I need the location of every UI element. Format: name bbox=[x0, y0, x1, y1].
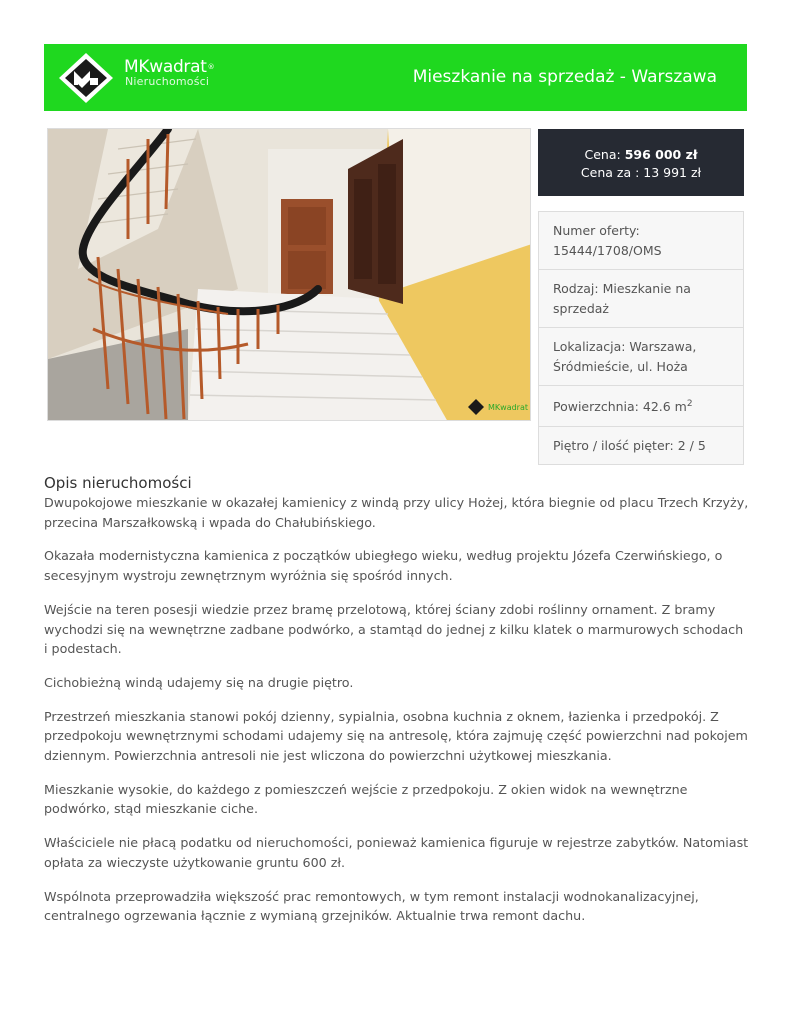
property-details-list bbox=[538, 211, 744, 465]
photo-watermark: MKwadrat bbox=[488, 403, 528, 412]
price-box bbox=[538, 129, 744, 196]
description-paragraph: Dwupokojowe mieszkanie w okazałej kamienicy z windą przy ulicy Hożej, która biegnie od placu Trzech Krzyży, przecina Marszałkowską i wpada do Chałubińskiego. bbox=[44, 495, 749, 530]
description-body bbox=[44, 493, 749, 940]
header-banner bbox=[44, 44, 747, 111]
property-photo[interactable] bbox=[47, 128, 531, 421]
detail-offer-number: Numer oferty: 15444/1708/OMS bbox=[539, 212, 743, 269]
detail-location: Lokalizacja: Warszawa, Śródmieście, ul. Hoża bbox=[539, 327, 743, 385]
price-label: Cena: bbox=[584, 147, 621, 162]
logo-text bbox=[124, 58, 214, 88]
detail-type: Rodzaj: Mieszkanie na sprzedaż bbox=[539, 269, 743, 327]
mkwadrat-logo-icon[interactable] bbox=[58, 52, 114, 104]
price-per-m2: Cena za : 13 991 zł bbox=[580, 165, 702, 180]
description-paragraph: Właściciele nie płacą podatku od nieruchomości, ponieważ kamienica figuruje w rejestrze zabytków. Natomiast opłata za wieczyste użytkowanie gruntu 600 zł. bbox=[44, 835, 749, 870]
logo-brand: MKwadrat® bbox=[124, 57, 215, 77]
detail-floor: Piętro / ilość pięter: 2 / 5 bbox=[539, 426, 743, 465]
description-paragraph: Okazała modernistyczna kamienica z początków ubiegłego wieku, według projektu Józefa Czerwińskiego, o secesyjnym wystroju zewnętrznym wyróżnia się spośród innych. bbox=[44, 548, 723, 584]
logo-subtitle: Nieruchomości bbox=[125, 75, 210, 88]
description-paragraph: Wejście na teren posesji wiedzie przez bramę przelotową, której ściany zdobi roślinny ornament. Z bramy wychodzi się na wewnętrzne zadbane podwórko, a stamtąd do jednej z kilku klatek o marmurowych schodach i podestach. bbox=[44, 601, 744, 657]
description-heading: Opis nieruchomości bbox=[44, 474, 192, 492]
page-title: Mieszkanie na sprzedaż - Warszawa bbox=[412, 67, 717, 87]
price-value: 596 000 zł bbox=[624, 147, 698, 162]
description-paragraph: Wspólnota przeprowadziła większość prac remontowych, w tym remont instalacji wodnokanalizacyjnej, centralnego ogrzewania łącznie z wymianą grzejników. Aktualnie trwa remont dachu. bbox=[44, 888, 699, 924]
description-paragraph: Cichobieżną windą udajemy się na drugie piętro. bbox=[44, 674, 354, 690]
description-paragraph: Mieszkanie wysokie, do każdego z pomieszczeń wejście z przedpokoju. Z okien widok na wewnętrzne podwórko, stąd mieszkanie ciche. bbox=[44, 781, 688, 817]
description-paragraph: Przestrzeń mieszkania stanowi pokój dzienny, sypialnia, osobna kuchnia z oknem, łazienka i przedpokój. Z przedpokoju wewnętrznymi schodami udajemy się na antresolę, która zajmuję część powierzchni nad pokojem dziennym. Powierzchnia antresoli nie jest wliczona do powierzchni użytkowej mieszkania. bbox=[44, 708, 748, 764]
detail-area: Powierzchnia: 42.6 $m^2$ bbox=[539, 385, 743, 426]
price-line bbox=[538, 146, 744, 164]
